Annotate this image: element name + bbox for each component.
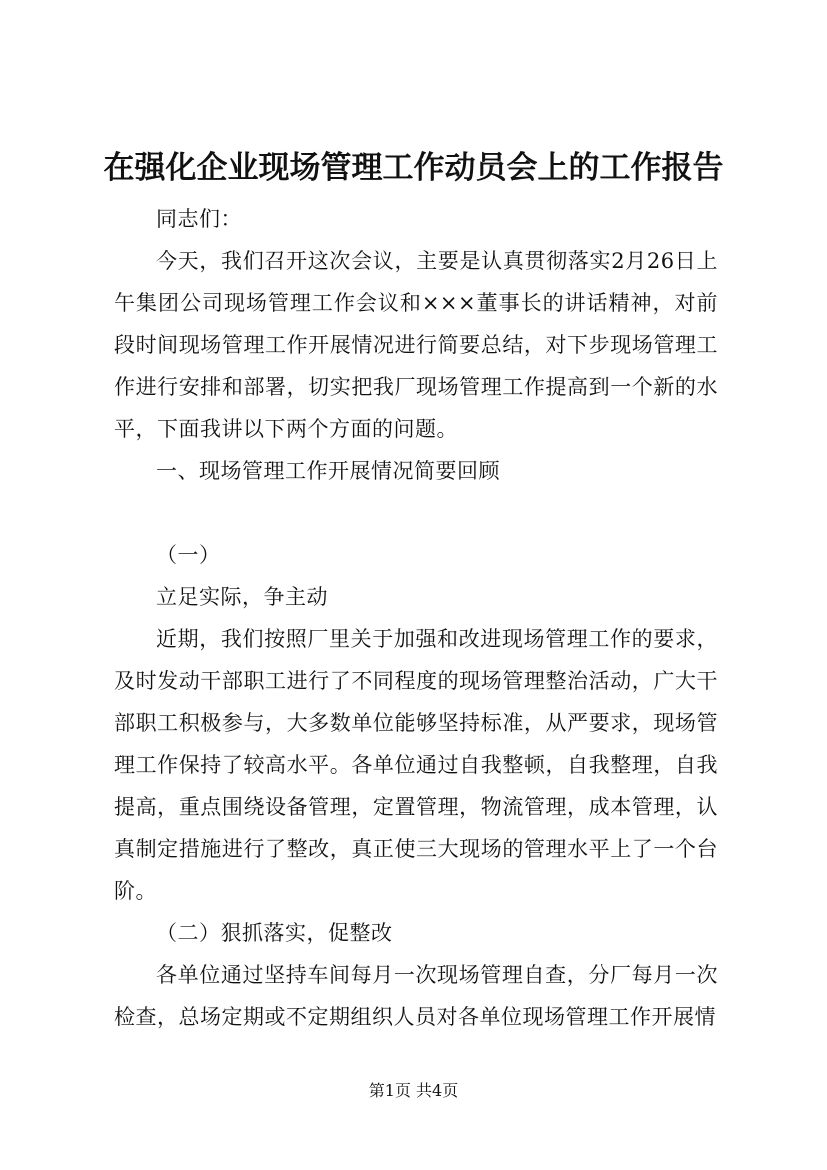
- subsection-number-1: （一）: [156, 543, 221, 567]
- document-body: [114, 198, 718, 1038]
- paragraph-intro: 今天，我们召开这次会议，主要是认真贯彻落实2月26日上午集团公司现场管理工作会议和×××董事长的讲话精神，对前段时间现场管理工作开展情况进行简要总结，对下步现场管理工作进行安排和部署，切实把我厂现场管理工作提高到一个新的水平，下面我讲以下两个方面的问题。: [114, 249, 718, 441]
- paragraph-subsection-1: 近期，我们按照厂里关于加强和改进现场管理工作的要求，及时发动干部职工进行了不同程度的现场管理整治活动，广大干部职工积极参与，大多数单位能够坚持标准，从严要求，现场管理工作保持了较高水平。各单位通过自我整顿，自我整理，自我提高，重点围绕设备管理，定置管理，物流管理，成本管理，认真制定措施进行了整改，真正使三大现场的管理水平上了一个台阶。: [114, 627, 718, 903]
- greeting: 同志们：: [156, 207, 242, 231]
- page-number-label: 第1页 共4页: [368, 1081, 459, 1100]
- page-footer: [0, 1078, 827, 1101]
- subsection-title-1: 立足实际，争主动: [156, 585, 328, 609]
- subsection-heading-2: （二）狠抓落实，促整改: [156, 921, 393, 945]
- blank-line: [114, 492, 718, 534]
- document-title: 在强化企业现场管理工作动员会上的工作报告: [103, 150, 724, 186]
- paragraph-subsection-2: 各单位通过坚持车间每月一次现场管理自查，分厂每月一次检查，总场定期或不定期组织人员对各单位现场管理工作开展情: [114, 963, 718, 1029]
- section-heading-1: 一、现场管理工作开展情况简要回顾: [156, 459, 500, 483]
